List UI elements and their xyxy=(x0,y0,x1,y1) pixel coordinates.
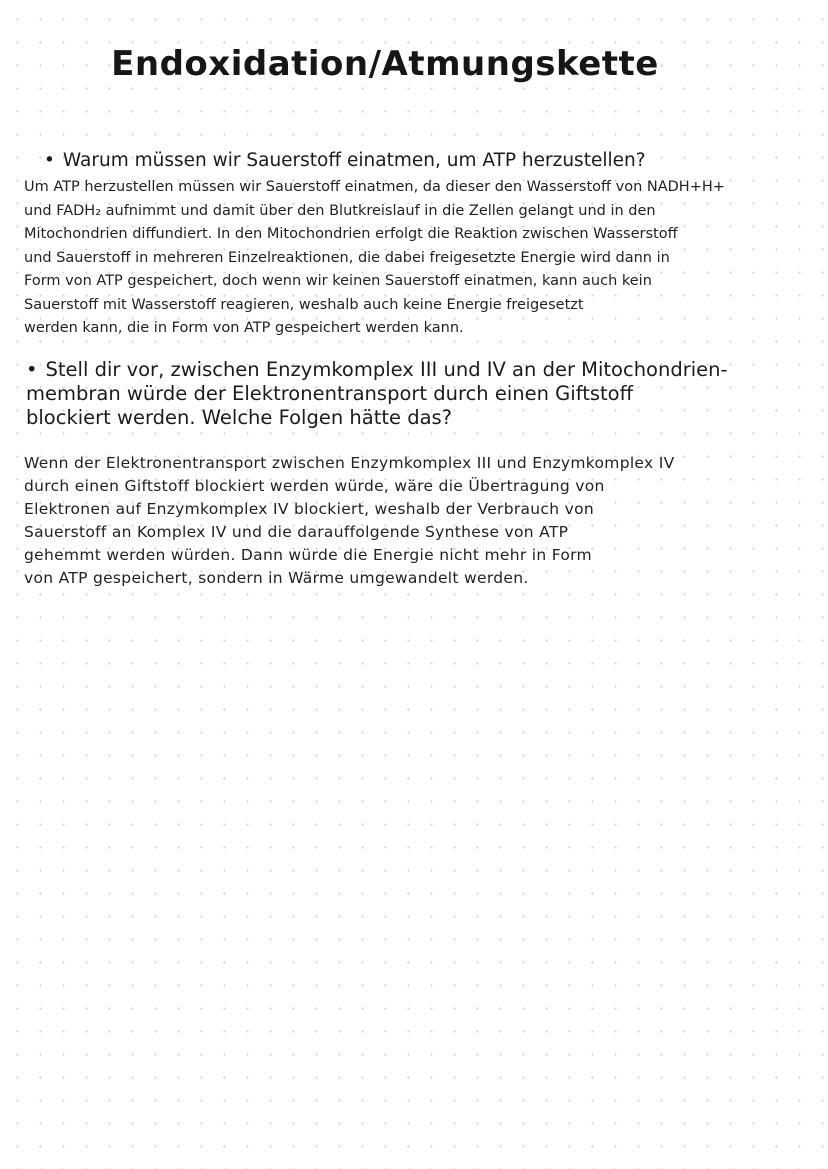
answer-2-line: von ATP gespeichert, sondern in Wärme umgewandelt werden. xyxy=(24,569,529,587)
question-2-text: Stell dir vor, zwischen Enzymkomplex III und IV an der Mitochondrien- xyxy=(45,358,728,381)
page-title: Endoxidation/Atmungskette xyxy=(111,44,659,84)
answer-2-line: Sauerstoff an Komplex IV und die darauffolgende Synthese von ATP xyxy=(24,523,569,541)
question-2 xyxy=(26,358,816,430)
question-1-text: Warum müssen wir Sauerstoff einatmen, um ATP herzustellen? xyxy=(62,150,646,171)
answer-1-line: und Sauerstoff in mehreren Einzelreaktionen, die dabei freigesetzte Energie wird dann in xyxy=(24,249,670,266)
answer-2 xyxy=(24,452,816,590)
answer-2-line: Wenn der Elektronentransport zwischen Enzymkomplex III und Enzymkomplex IV xyxy=(24,454,675,472)
answer-2-line: durch einen Giftstoff blockiert werden würde, wäre die Übertragung von xyxy=(24,477,605,495)
question-1 xyxy=(44,146,804,176)
answer-1-line: Form von ATP gespeichert, doch wenn wir keinen Sauerstoff einatmen, kann auch kein xyxy=(24,273,652,289)
bullet-point: • xyxy=(26,358,38,381)
answer-1-line: Um ATP herzustellen müssen wir Sauerstoff einatmen, da dieser den Wasserstoff von NADH+H+ xyxy=(24,179,725,195)
question-2-line: membran würde der Elektronentransport durch einen Giftstoff xyxy=(26,382,634,405)
answer-2-line: gehemmt werden würden. Dann würde die Energie nicht mehr in Form xyxy=(24,546,592,564)
question-2-line: blockiert werden. Welche Folgen hätte das? xyxy=(26,406,453,429)
answer-2-line: Elektronen auf Enzymkomplex IV blockiert, weshalb der Verbrauch von xyxy=(24,500,594,518)
question-2-line xyxy=(26,358,816,382)
bullet-point: • xyxy=(44,150,55,171)
answer-1-line: Sauerstoff mit Wasserstoff reagieren, weshalb auch keine Energie freigesetzt xyxy=(24,296,584,313)
answer-1-line: Mitochondrien diffundiert. In den Mitochondrien erfolgt die Reaktion zwischen Wasserstoff xyxy=(24,226,678,242)
answer-1-line: und FADH₂ aufnimmt und damit über den Blutkreislauf in die Zellen gelangt und in den xyxy=(24,202,656,219)
answer-1 xyxy=(24,176,816,341)
answer-1-line: werden kann, die in Form von ATP gespeichert werden kann. xyxy=(24,320,464,336)
